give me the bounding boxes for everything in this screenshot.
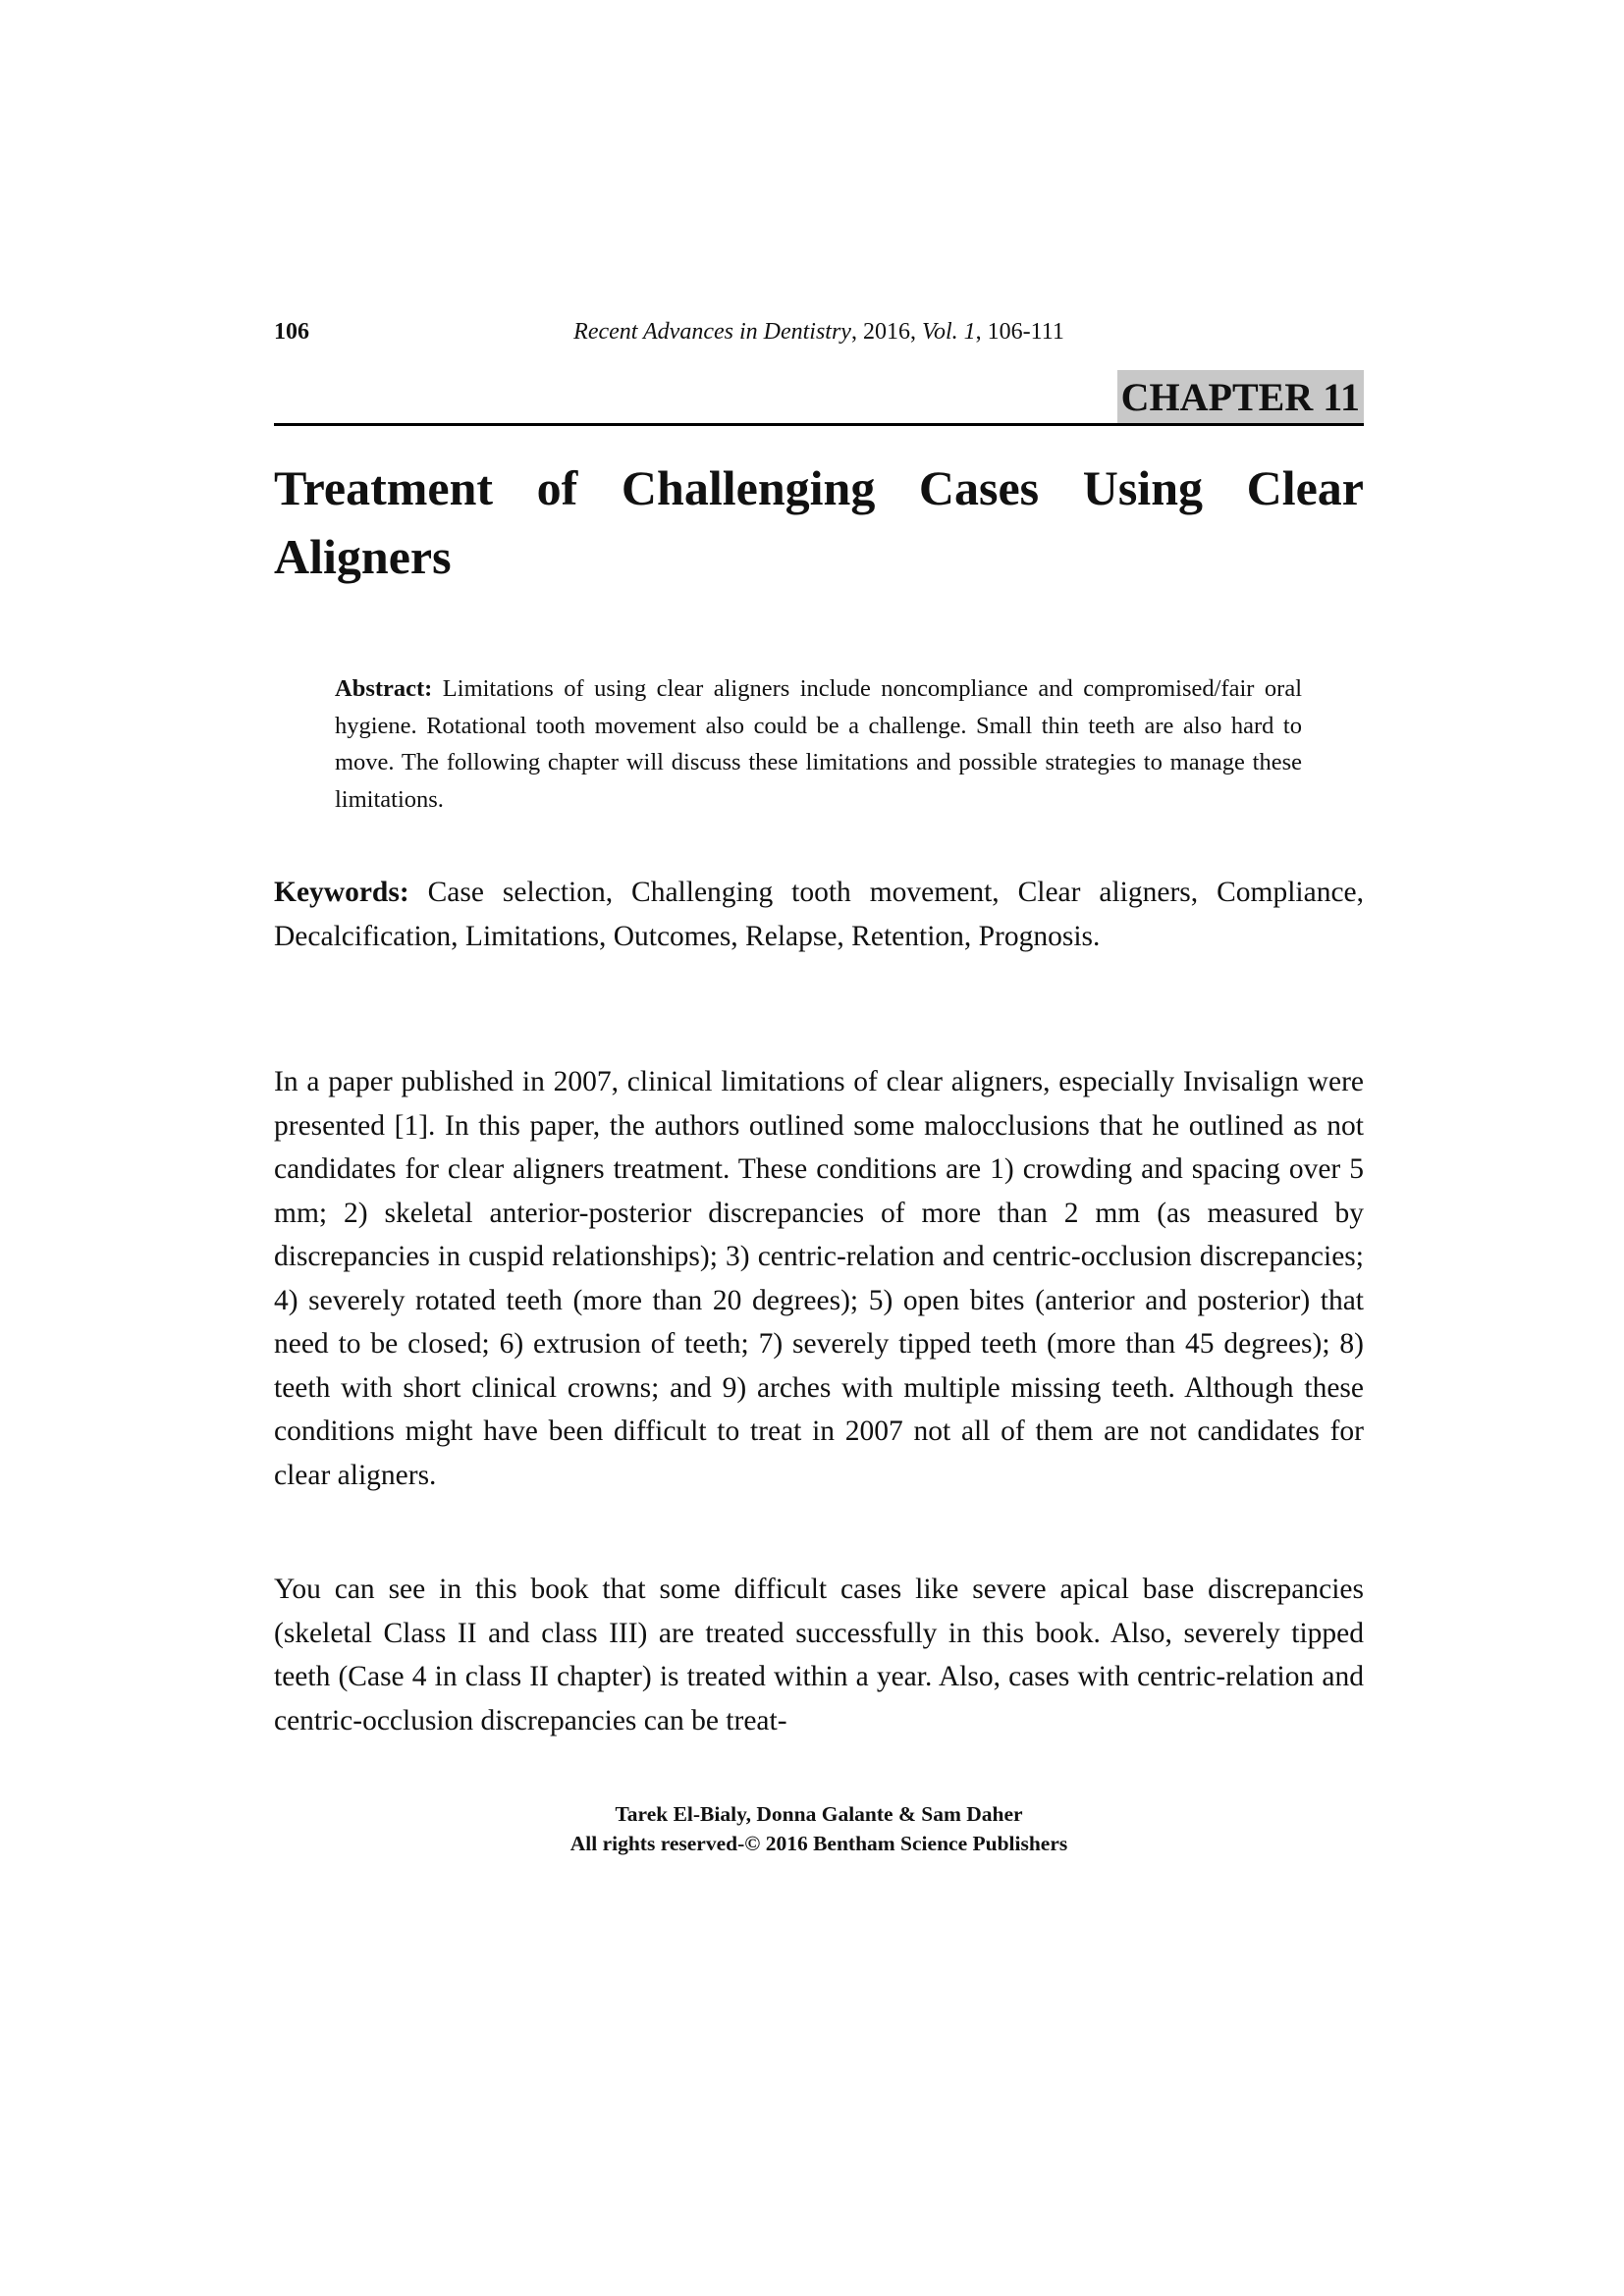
abstract-label: Abstract:	[335, 675, 433, 702]
footer-authors: Tarek El-Bialy, Donna Galante & Sam Daher	[615, 1802, 1023, 1826]
journal-citation	[274, 319, 1364, 346]
footer-copyright: All rights reserved-© 2016 Bentham Science Publishers	[569, 1832, 1068, 1855]
journal-title: Recent Advances in Dentistry	[573, 319, 851, 345]
keywords-text: Case selection, Challenging tooth movement, Clear aligners, Compliance, Decalcification, Limitations, Outcomes, Relapse, Retention, Prognosis.	[274, 877, 1365, 952]
journal-pages: , 106-111	[975, 319, 1064, 345]
keywords-label: Keywords:	[274, 877, 409, 908]
running-head	[274, 319, 1364, 352]
page-footer	[274, 1799, 1364, 1858]
body-paragraph: In a paper published in 2007, clinical limitations of clear aligners, especially Invisalign were presented [1]. In this paper, the authors outlined some malocclusions that he outlined as not candidates for clear aligners treatment. These conditions are 1) crowding and spacing over 5 mm; 2) skeletal anterior-posterior discrepancies of more than 2 mm (as measured by discrepancies in cuspid relationships); 3) centric-relation and centric-occlusion discrepancies; 4) severely rotated teeth (more than 20 degrees); 5) open bites (anterior and posterior) that need to be closed; 6) extrusion of teeth; 7) severely tipped teeth (more than 45 degrees); 8) teeth with short clinical crowns; and 9) arches with multiple missing teeth. Although these conditions might have been difficult to treat in 2007 not all of them are not candidates for clear aligners.	[274, 1066, 1364, 1491]
chapter-label: CHAPTER 11	[1117, 370, 1364, 423]
chapter-title: Treatment of Challenging Cases Using Clear Aligners	[274, 460, 1364, 584]
abstract	[335, 670, 1302, 818]
abstract-text: Limitations of using clear aligners include noncompliance and compromised/fair oral hygiene. Rotational tooth movement also could be a challenge. Small thin teeth are also hard to move. The following chapter will discuss these limitations and possible strategies to manage these limitations.	[335, 675, 1302, 813]
page-number: 106	[274, 319, 309, 345]
keywords	[274, 871, 1364, 959]
header-divider	[274, 423, 1364, 426]
body-paragraph: You can see in this book that some difficult cases like severe apical base discrepancies (skeletal Class II and class III) are treated successfully in this book. Also, severely tipped teeth (Case 4 in class II chapter) is treated within a year. Also, cases with centric-relation and centric-occlusion discrepancies can be treat-	[274, 1574, 1364, 1736]
journal-year: , 2016,	[850, 319, 922, 345]
journal-volume: Vol. 1	[921, 319, 976, 345]
